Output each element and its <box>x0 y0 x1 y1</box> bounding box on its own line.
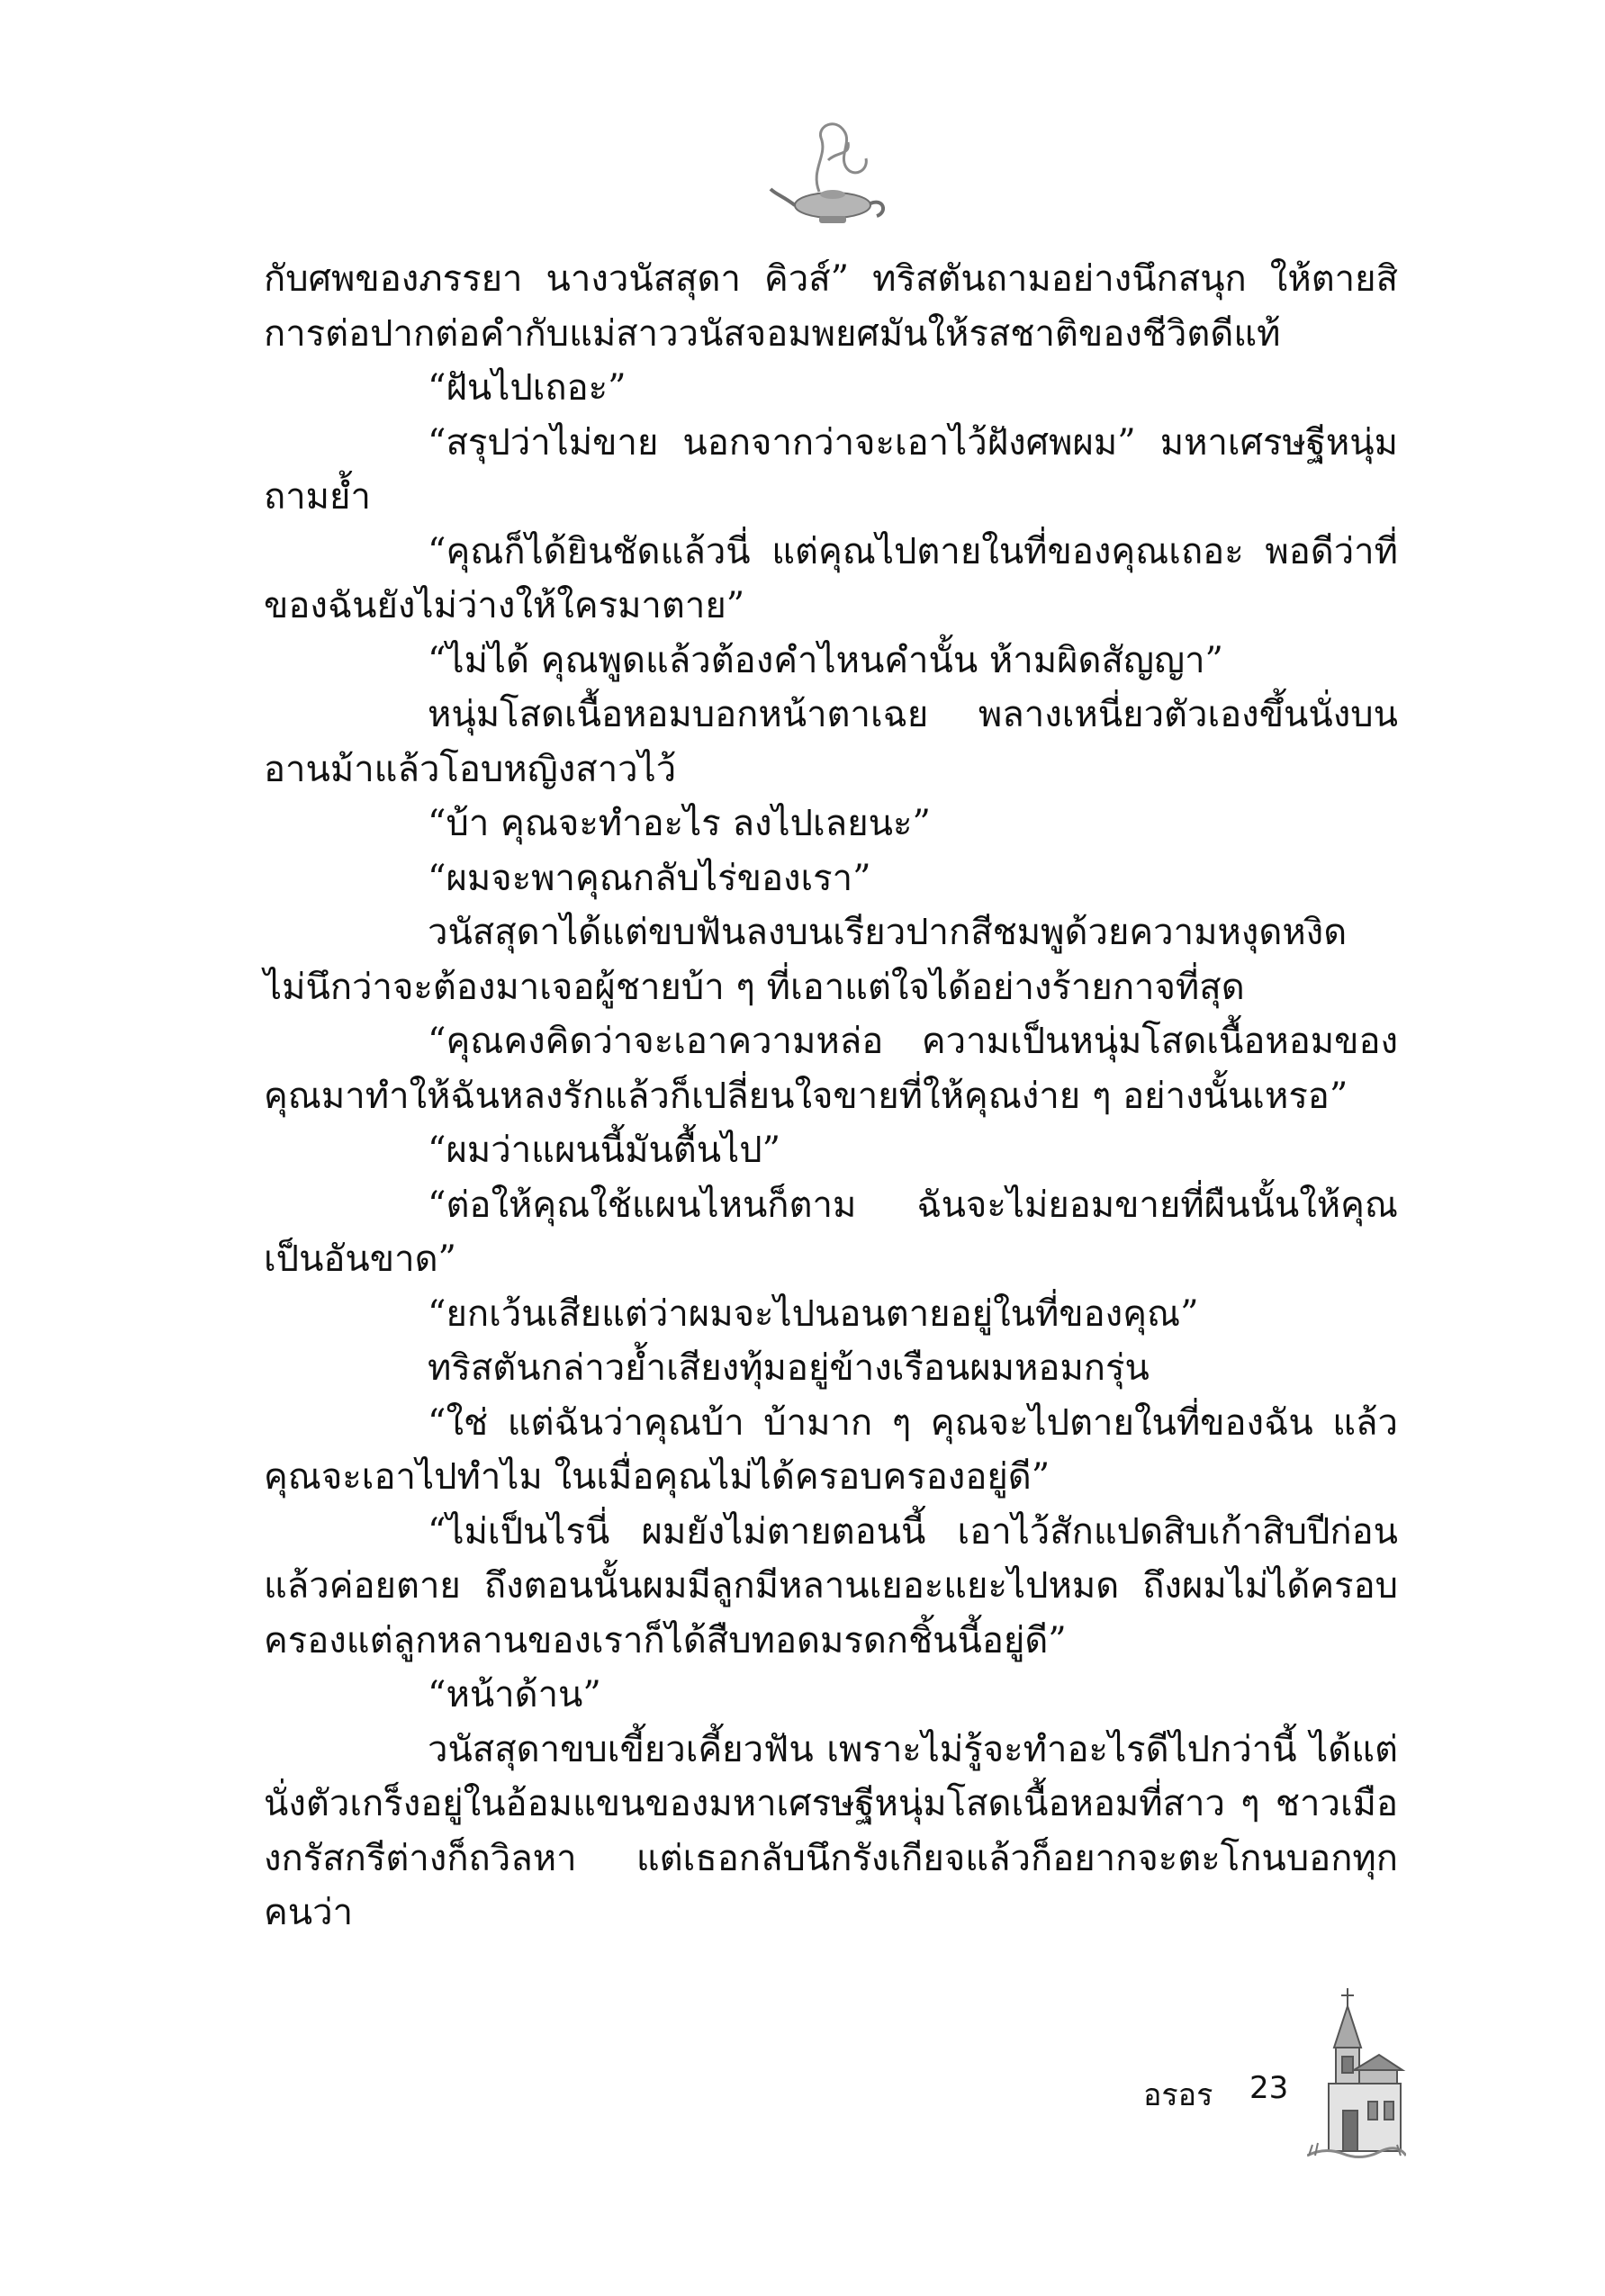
church-icon <box>1307 1985 1406 2165</box>
paragraph: “คุณคงคิดว่าจะเอาความหล่อ ความเป็นหนุ่มโสดเนื้อหอมของคุณมาทำให้ฉันหลงรักแล้วก็เปลี่ยนใจขายที่ให้คุณง่าย ๆ อย่างนั้นเหรอ” <box>264 1021 1398 1117</box>
paragraph: “ไม่ได้ คุณพูดแล้วต้องคำไหนคำนั้น ห้ามผิดสัญญา” <box>428 639 1224 681</box>
paragraph: กับศพของภรรยา นางวนัสสุดา คิวส์” ทริสตันถามอย่างนึกสนุก ให้ตายสิ การต่อปากต่อคำกับแม่สาววนัสจอมพยศมันให้รสชาติของชีวิตดีแท้ <box>264 258 1398 355</box>
paragraph: ทริสตันกล่าวย้ำเสียงทุ้มอยู่ข้างเรือนผมหอมกรุ่น <box>428 1347 1150 1389</box>
paragraph: “ผมจะพาคุณกลับไร่ของเรา” <box>428 857 871 899</box>
paragraph: “คุณก็ได้ยินชัดแล้วนี่ แต่คุณไปตายในที่ของคุณเถอะ พอดีว่าที่ของฉันยังไม่ว่างให้ใครมาตาย” <box>264 530 1398 626</box>
paragraph: วนัสสุดาได้แต่ขบฟันลงบนเรียวปากสีชมพูด้วยความหงุดหงิด ไม่นึกว่าจะต้องมาเจอผู้ชายบ้า ๆ ที่เอาแต่ใจได้อย่างร้ายกาจที่สุด <box>264 912 1348 1008</box>
paragraph: “หน้าด้าน” <box>428 1674 601 1715</box>
body-text <box>264 252 1398 1940</box>
page-number: 23 <box>1249 2070 1289 2106</box>
paragraph: “บ้า คุณจะทำอะไร ลงไปเลยนะ” <box>428 803 931 844</box>
paragraph: “ต่อให้คุณใช้แผนไหนก็ตาม ฉันจะไม่ยอมขายที่ผืนนั้นให้คุณเป็นอันขาด” <box>264 1184 1398 1280</box>
paragraph: “สรุปว่าไม่ขาย นอกจากว่าจะเอาไว้ฝังศพผม” มหาเศรษฐีหนุ่มถามย้ำ <box>264 421 1398 518</box>
paragraph: “ใช่ แต่ฉันว่าคุณบ้า บ้ามาก ๆ คุณจะไปตายในที่ของฉัน แล้วคุณจะเอาไปทำไม ในเมื่อคุณไม่ได้ครอบครองอยู่ดี” <box>264 1401 1398 1498</box>
genie-lamp-icon <box>765 106 900 241</box>
paragraph: หนุ่มโสดเนื้อหอมบอกหน้าตาเฉย พลางเหนี่ยวตัวเองขึ้นนั่งบนอานม้าแล้วโอบหญิงสาวไว้ <box>264 694 1398 790</box>
paragraph: วนัสสุดาขบเขี้ยวเคี้ยวฟัน เพราะไม่รู้จะทำอะไรดีไปกว่านี้ ได้แต่นั่งตัวเกร็งอยู่ในอ้อมแขนของมหาเศรษฐีหนุ่มโสดเนื้อหอมที่สาว ๆ ชาวเมืองกรัสกรีต่างก็ถวิลหา แต่เธอกลับนึกรังเกียจแล้วก็อยากจะตะโกนบอกทุกคนว่า <box>264 1728 1398 1933</box>
paragraph: “ฝันไปเถอะ” <box>428 367 627 409</box>
paragraph: “ไม่เป็นไรนี่ ผมยังไม่ตายตอนนี้ เอาไว้สักแปดสิบเก้าสิบปีก่อนแล้วค่อยตาย ถึงตอนนั้นผมมีลูกมีหลานเยอะแยะไปหมด ถึงผมไม่ได้ครอบครองแต่ลูกหลานของเราก็ได้สืบทอดมรดกชิ้นนี้อยู่ดี” <box>264 1510 1398 1661</box>
paragraph: “ผมว่าแผนนี้มันตื้นไป” <box>428 1130 781 1171</box>
footer-book-title: อรอร <box>1143 2077 1213 2113</box>
paragraph: “ยกเว้นเสียแต่ว่าผมจะไปนอนตายอยู่ในที่ของคุณ” <box>428 1292 1199 1335</box>
